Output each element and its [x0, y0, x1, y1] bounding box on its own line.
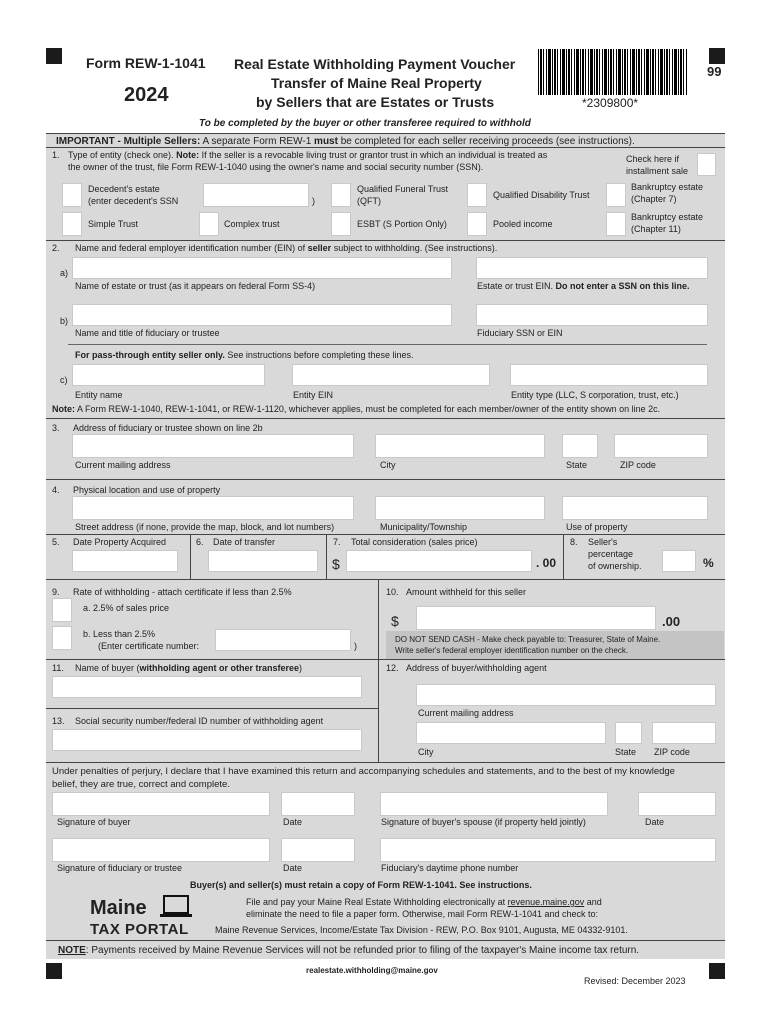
footer-email: realestate.withholding@maine.gov: [306, 966, 438, 975]
property-use-field[interactable]: [562, 496, 708, 520]
bottom-note: NOTE: Payments received by Maine Revenue Services will not be refunded prior to filing of the taxpayer's Maine income tax return.: [58, 945, 640, 956]
amount-withheld-field[interactable]: [416, 606, 656, 630]
qft-checkbox[interactable]: [331, 183, 351, 207]
spouse-signature-field[interactable]: [380, 792, 608, 816]
date-acquired-field[interactable]: [72, 550, 178, 572]
revised-date: Revised: December 2023: [584, 976, 686, 986]
form-number: Form REW-1-1041: [86, 55, 206, 71]
portal-logo-tax: TAX PORTAL: [90, 921, 189, 938]
buyer-date-field[interactable]: [281, 792, 355, 816]
form-title: Real Estate Withholding Payment Voucher: [234, 56, 516, 72]
buyer-signature-field[interactable]: [52, 792, 270, 816]
date-transfer-field[interactable]: [208, 550, 318, 572]
simple-trust-checkbox[interactable]: [62, 212, 82, 236]
buyer-address-field[interactable]: [416, 684, 716, 706]
portal-logo-maine: Maine: [90, 897, 147, 919]
buyer-city-field[interactable]: [416, 722, 606, 744]
registration-mark: [709, 48, 725, 64]
fiduciary-phone-field[interactable]: [380, 838, 716, 862]
line2-label: Name and federal employer identification number (EIN) of seller subject to withholding. (See instructions).: [75, 243, 498, 253]
spouse-date-field[interactable]: [638, 792, 716, 816]
sales-price-field[interactable]: [346, 550, 532, 572]
header-instruction: To be completed by the buyer or other transferee required to withhold: [199, 118, 531, 129]
fiduciary-city-field[interactable]: [375, 434, 545, 458]
entity-type-field[interactable]: [510, 364, 708, 386]
form-code: 99: [707, 64, 722, 79]
form-year: 2024: [124, 84, 169, 106]
barcode: [538, 49, 688, 95]
barcode-text: *2309800*: [582, 96, 639, 110]
entity-ein-field[interactable]: [292, 364, 490, 386]
fiduciary-state-field[interactable]: [562, 434, 598, 458]
important-note: IMPORTANT - Multiple Sellers: A separate Form REW-1 must be completed for each seller receiving proceeds (see instructions).: [56, 136, 635, 147]
form-subtitle: by Sellers that are Estates or Trusts: [256, 94, 495, 110]
esbt-checkbox[interactable]: [331, 212, 351, 236]
buyer-name-field[interactable]: [52, 676, 362, 698]
registration-mark: [46, 48, 62, 64]
bk11-checkbox[interactable]: [606, 212, 626, 236]
revenue-link[interactable]: revenue.maine.gov: [507, 897, 585, 907]
pooled-checkbox[interactable]: [467, 212, 487, 236]
decedent-ssn-field[interactable]: [203, 183, 309, 207]
rate-less-checkbox[interactable]: [52, 626, 72, 650]
entity-name-field[interactable]: [72, 364, 265, 386]
complex-trust-checkbox[interactable]: [199, 212, 219, 236]
fiduciary-date-field[interactable]: [281, 838, 355, 862]
registration-mark: [46, 963, 62, 979]
qdt-checkbox[interactable]: [467, 183, 487, 207]
property-street-field[interactable]: [72, 496, 354, 520]
certificate-number-field[interactable]: [215, 629, 351, 651]
registration-mark: [709, 963, 725, 979]
installment-checkbox[interactable]: [697, 153, 716, 176]
fiduciary-name-field[interactable]: [72, 304, 452, 326]
form-subtitle: Transfer of Maine Real Property: [271, 75, 482, 91]
fiduciary-zip-field[interactable]: [614, 434, 708, 458]
bk7-checkbox[interactable]: [606, 183, 626, 207]
rate-2-5-checkbox[interactable]: [52, 598, 72, 622]
estate-name-field[interactable]: [72, 257, 452, 279]
estate-ein-field[interactable]: [476, 257, 708, 279]
decedent-checkbox[interactable]: [62, 183, 82, 207]
fiduciary-address-field[interactable]: [72, 434, 354, 458]
property-muni-field[interactable]: [375, 496, 545, 520]
buyer-zip-field[interactable]: [652, 722, 716, 744]
ownership-pct-field[interactable]: [662, 550, 696, 572]
fiduciary-signature-field[interactable]: [52, 838, 270, 862]
fiduciary-ssn-field[interactable]: [476, 304, 708, 326]
buyer-id-field[interactable]: [52, 729, 362, 751]
buyer-state-field[interactable]: [615, 722, 642, 744]
line1-label: Type of entity (check one). Note: If the seller is a revocable living trust or grantor trust in which an individual is treated as: [68, 150, 548, 160]
laptop-icon: [159, 894, 193, 920]
